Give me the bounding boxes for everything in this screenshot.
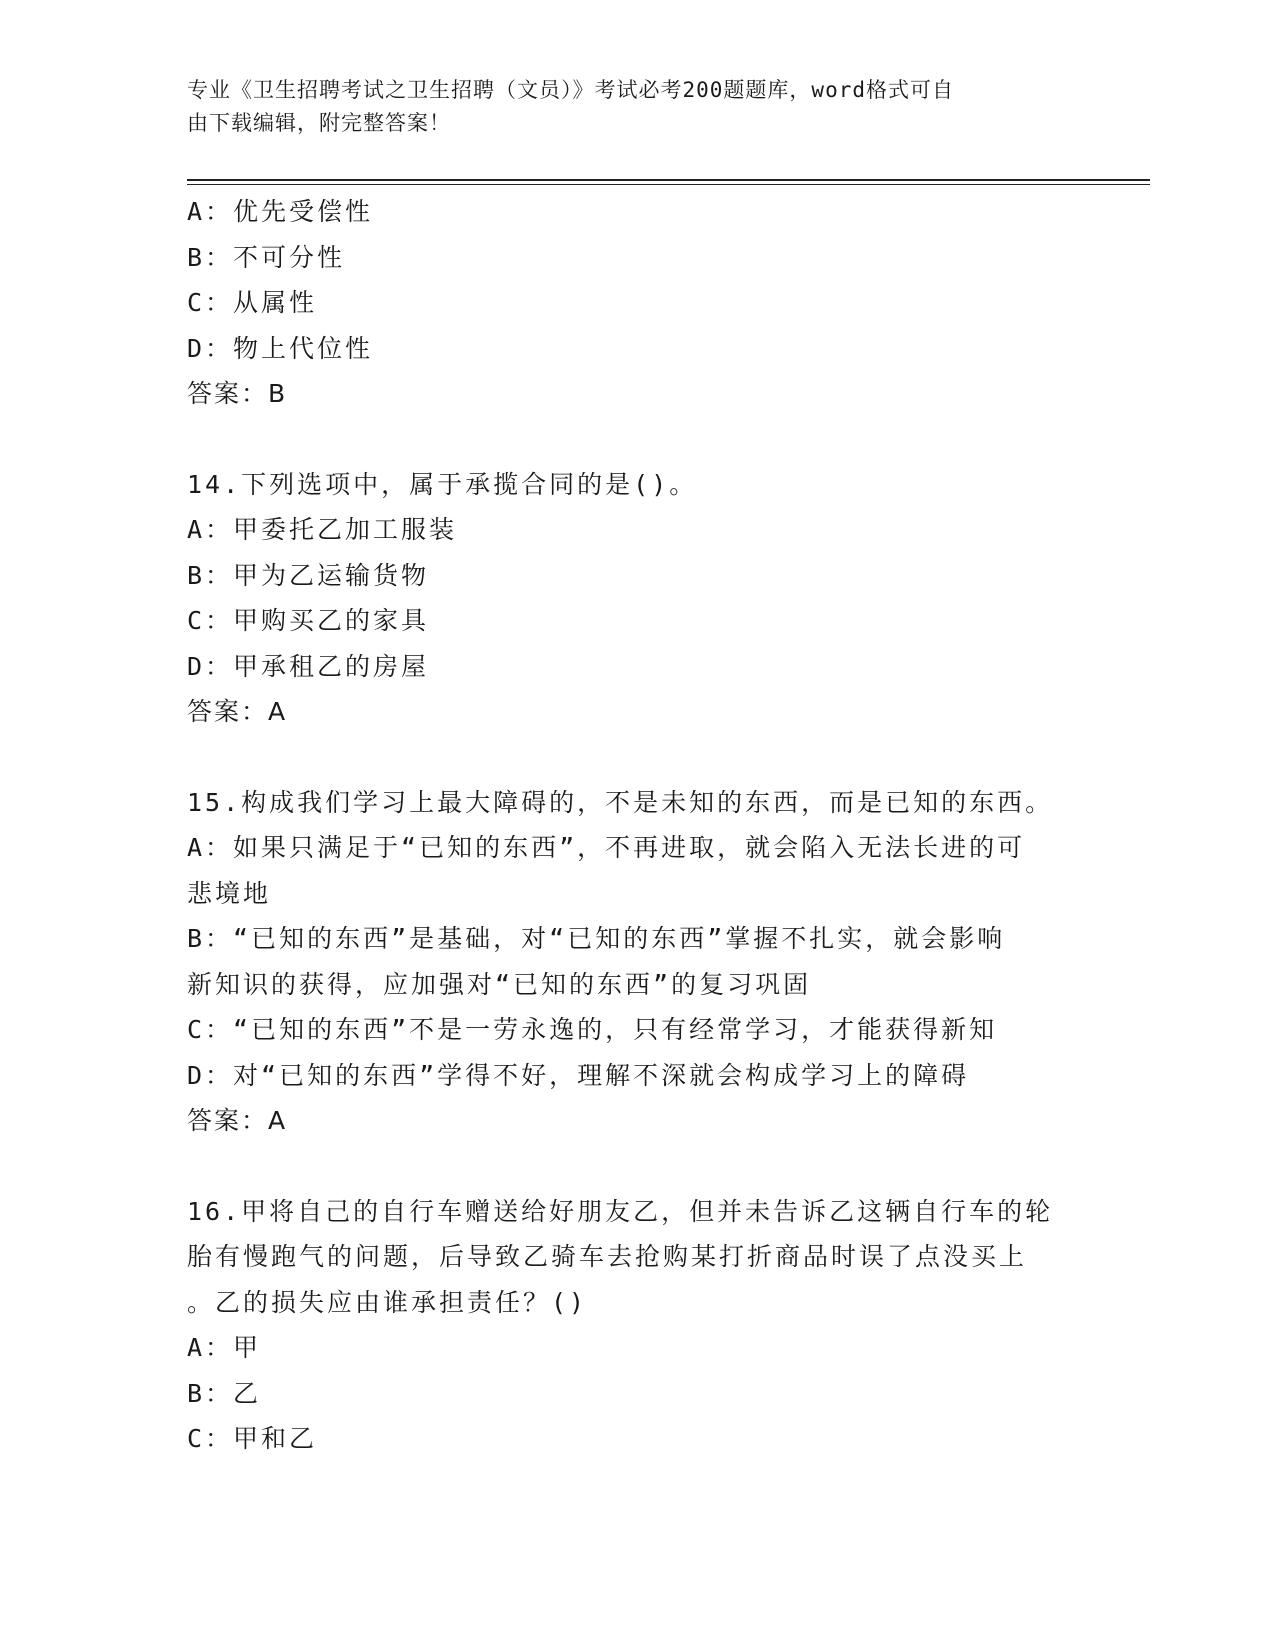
q15-option-b-line-1: B：“已知的东西”是基础，对“已知的东西”掌握不扎实，就会影响 (187, 924, 1006, 953)
document-header (187, 74, 1067, 140)
q13-option-b: B：不可分性 (187, 242, 346, 272)
header-rule-thick (187, 179, 1150, 181)
q15-option-b-line-2: 新知识的获得，应加强对“已知的东西”的复习巩固 (187, 969, 812, 999)
q14-answer: 答案：A (187, 697, 288, 726)
q15-option-c: C：“已知的东西”不是一劳永逸的，只有经常学习，才能获得新知 (187, 1015, 998, 1044)
q16-option-a: A：甲 (187, 1333, 262, 1362)
q13-option-c: C：从属性 (187, 288, 318, 317)
q15-option-d: D：对“已知的东西”学得不好，理解不深就会构成学习上的障碍 (187, 1060, 970, 1090)
spacer (187, 1144, 1087, 1189)
q13-option-d: D：物上代位性 (187, 333, 374, 363)
q16-option-c: C：甲和乙 (187, 1424, 318, 1453)
q15-option-a-line-2: 悲境地 (187, 878, 272, 908)
q14-option-b: B：甲为乙运输货物 (187, 560, 430, 590)
q13-option-a: A：优先受偿性 (187, 197, 374, 226)
spacer (187, 735, 1087, 780)
q16-question-line-1: 16.甲将自己的自行车赠送给好朋友乙，但并未告诉乙这辆自行车的轮 (187, 1196, 1054, 1226)
q16-option-b: B：乙 (187, 1378, 262, 1408)
header-line-1: 专业《卫生招聘考试之卫生招聘（文员）》考试必考200题题库，word格式可自 (187, 78, 954, 102)
q13-answer: 答案：B (187, 379, 288, 408)
question-content (187, 189, 1087, 1462)
q14-option-a: A：甲委托乙加工服装 (187, 515, 458, 544)
q15-option-a-line-1: A：如果只满足于“已知的东西”，不再进取，就会陷入无法长进的可 (187, 833, 1026, 862)
q15-answer: 答案：A (187, 1106, 288, 1135)
header-rule-thin (187, 184, 1150, 185)
spacer (187, 417, 1087, 462)
q16-question-line-3: 。乙的损失应由谁承担责任？() (187, 1287, 588, 1317)
q14-option-c: C：甲购买乙的家具 (187, 606, 430, 635)
header-line-2: 由下载编辑，附完整答案！ (187, 111, 451, 135)
q15-question: 15.构成我们学习上最大障碍的，不是未知的东西，而是已知的东西。 (187, 787, 1054, 817)
q14-option-d: D：甲承租乙的房屋 (187, 651, 430, 681)
q16-question-line-2: 胎有慢跑气的问题，后导致乙骑车去抢购某打折商品时误了点没买上 (187, 1242, 1028, 1271)
q14-question: 14.下列选项中，属于承揽合同的是()。 (187, 469, 698, 499)
